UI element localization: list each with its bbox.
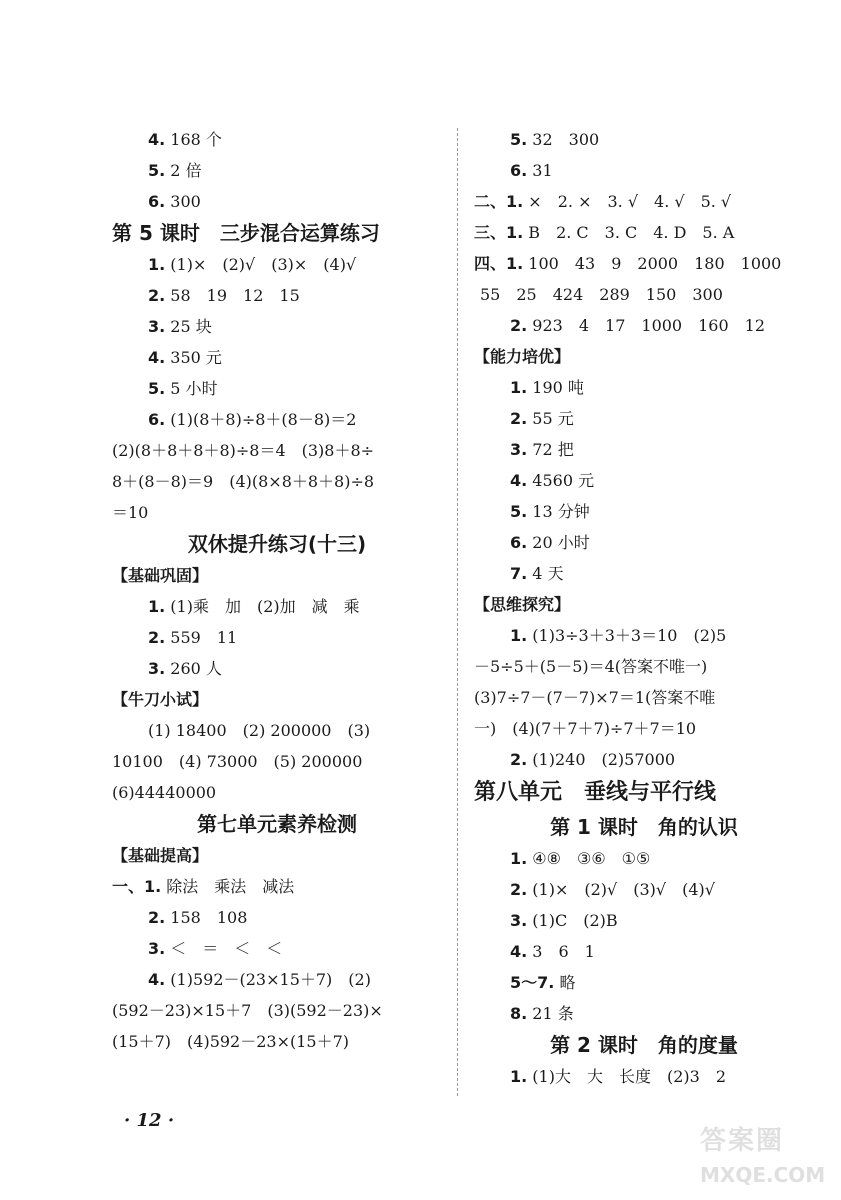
question-number: 3. [148,659,166,678]
question-number: 4. [510,942,528,961]
question-number: 3. [148,317,166,336]
answer-text: (1) 18400 (2) 200000 (3) [148,721,371,740]
question-number: 2. [510,750,528,769]
answer-text: 158 108 [165,908,248,927]
answer-line [474,744,814,775]
watermark-url: MXQE.COM [700,1163,826,1187]
answer-line [474,434,814,465]
answer-text: 260 人 [165,659,222,678]
answer-text: (1)× (2)√ (3)√ (4)√ [527,880,715,899]
section-heading: 双休提升练习(十三) [187,532,367,556]
answer-line [474,874,814,905]
question-number: 4. [148,970,166,989]
answer-text: 55 25 424 289 150 300 [480,285,723,304]
left-column [112,124,442,1057]
question-number: 6. [148,192,166,211]
section-heading: 第 5 课时 三步混合运算练习 [112,221,380,245]
answer-line [112,1026,442,1057]
answer-text: 略 [554,973,576,992]
answer-line [474,496,814,527]
answer-text: 3 6 1 [527,942,595,961]
answer-line [474,372,814,403]
answer-line [112,342,442,373]
answer-text: 20 小时 [527,533,590,552]
question-number: 6. [510,161,528,180]
answer-text: ④⑧ ③⑥ ①⑤ [527,849,651,868]
question-number: 四、1. [474,254,524,273]
question-number: 3. [510,911,528,930]
answer-text: 559 11 [165,628,238,647]
question-number: 三、1. [474,223,524,242]
answer-line [474,967,814,998]
answer-text: 300 [165,192,201,211]
answer-line [474,465,814,496]
answer-text: 21 条 [527,1004,574,1023]
answer-text: －5÷5＋(5－5)＝4(答案不唯一) [474,657,708,676]
question-number: 3. [148,939,166,958]
question-number: 4. [148,348,166,367]
answer-line [474,682,814,713]
question-number: 5～7. [510,973,555,992]
answer-text: 350 元 [165,348,222,367]
answer-text: 55 元 [527,409,574,428]
answer-text: 72 把 [527,440,574,459]
answer-text: 58 19 12 15 [165,286,300,305]
answer-text: (1)240 (2)57000 [527,750,676,769]
answer-line [112,373,442,404]
answer-line [474,558,814,589]
answer-line [112,280,442,311]
answer-line [112,124,442,155]
answer-text: (1)592－(23×15＋7) (2) [165,970,371,989]
answer-text: 32 300 [527,130,600,149]
answer-line [112,311,442,342]
answer-line [474,403,814,434]
right-column [474,124,814,1092]
section-tag: 【基础提高】 [112,846,209,865]
answer-text: 100 43 9 2000 180 1000 [523,254,782,273]
answer-line [474,279,814,310]
answer-text: 31 [527,161,553,180]
question-number: 7. [510,564,528,583]
question-number: 2. [510,316,528,335]
answer-text: 2 倍 [165,161,202,180]
answer-line [112,871,442,902]
answer-line [112,964,442,995]
section-heading: 第 2 课时 角的度量 [550,1033,738,1057]
answer-line [112,466,442,497]
answer-text: 25 块 [165,317,212,336]
answer-text: (3)7÷7－(7－7)×7＝1(答案不唯 [474,688,716,707]
question-number: 1. [148,255,166,274]
section-tag: 【能力培优】 [474,347,571,366]
answer-text: (1)乘 加 (2)加 减 乘 [165,597,360,616]
question-number: 1. [510,626,528,645]
section-heading: 第八单元 垂线与平行线 [474,780,717,805]
answer-text: 4 天 [527,564,564,583]
answer-line [474,124,814,155]
question-number: 1. [510,849,528,868]
question-number: 1. [510,1067,528,1086]
column-divider [457,128,458,1096]
answer-text: (1)× (2)√ (3)× (4)√ [165,255,357,274]
answer-line [112,746,442,777]
answer-line [474,1061,814,1092]
question-number: 1. [510,378,528,397]
answer-text: 10100 (4) 73000 (5) 200000 [112,752,363,771]
question-number: 一、1. [112,877,162,896]
answer-text: × 2. × 3. √ 4. √ 5. √ [523,192,732,211]
answer-line [474,155,814,186]
answer-text: 190 吨 [527,378,584,397]
section-tag: 【牛刀小试】 [112,690,209,709]
answer-text: (1)C (2)B [527,911,618,930]
answer-line [112,902,442,933]
answer-line [474,527,814,558]
answer-line [112,933,442,964]
question-number: 6. [510,533,528,552]
answer-line [112,497,442,528]
answer-text: 4560 元 [527,471,595,490]
section-heading: 第七单元素养检测 [197,812,357,836]
watermark-text: 答案圈 [700,1126,785,1156]
answer-line [112,777,442,808]
answer-line [112,435,442,466]
answer-line [474,651,814,682]
answer-text: 5 小时 [165,379,218,398]
answer-text: 8＋(8－8)＝9 (4)(8×8＋8＋8)÷8 [112,472,375,491]
answer-line [474,248,814,279]
answer-text: (592－23)×15＋7 (3)(592－23)× [112,1001,383,1020]
section-tag: 【基础巩固】 [112,566,209,585]
question-number: 8. [510,1004,528,1023]
answer-text: 13 分钟 [527,502,590,521]
answer-text: ＝10 [112,503,149,522]
answer-line [474,843,814,874]
answer-line [474,936,814,967]
section-heading: 第 1 课时 角的认识 [550,815,738,839]
answer-text: ＜ ＝ ＜ ＜ [165,939,283,958]
answer-line [474,217,814,248]
answer-line [112,995,442,1026]
answer-text: B 2. C 3. C 4. D 5. A [523,223,735,242]
question-number: 3. [510,440,528,459]
answer-line [112,591,442,622]
answer-line [112,186,442,217]
answer-line [474,713,814,744]
answer-line [474,905,814,936]
question-number: 2. [510,880,528,899]
answer-line [112,622,442,653]
answer-line [474,620,814,651]
answer-line [112,715,442,746]
question-number: 2. [510,409,528,428]
question-number: 6. [148,410,166,429]
answer-text: 923 4 17 1000 160 12 [527,316,766,335]
question-number: 4. [148,130,166,149]
section-tag: 【思维探究】 [474,595,571,614]
answer-text: (6)44440000 [112,783,217,802]
answer-line [112,404,442,435]
answer-text: (15＋7) (4)592－23×(15＋7) [112,1032,350,1051]
answer-line [112,249,442,280]
question-number: 5. [510,130,528,149]
question-number: 1. [148,597,166,616]
page-number: · 12 · [124,1110,175,1131]
answer-text: 168 个 [165,130,222,149]
answer-text: (1)3÷3＋3＋3＝10 (2)5 [527,626,727,645]
watermark-logo [700,1120,830,1194]
answer-text: (1)(8＋8)÷8＋(8－8)＝2 [165,410,357,429]
answer-line [112,155,442,186]
question-number: 5. [510,502,528,521]
answer-text: 除法 乘法 减法 [161,877,295,896]
answer-text: (2)(8＋8＋8＋8)÷8＝4 (3)8＋8÷ [112,441,375,460]
answer-line [112,653,442,684]
question-number: 二、1. [474,192,524,211]
answer-text: (1)大 大 长度 (2)3 2 [527,1067,726,1086]
answer-line [474,186,814,217]
question-number: 5. [148,379,166,398]
answer-line [474,310,814,341]
question-number: 4. [510,471,528,490]
answer-line [474,998,814,1029]
question-number: 2. [148,286,166,305]
question-number: 5. [148,161,166,180]
question-number: 2. [148,908,166,927]
question-number: 2. [148,628,166,647]
answer-text: 一) (4)(7＋7＋7)÷7＋7＝10 [474,719,697,738]
